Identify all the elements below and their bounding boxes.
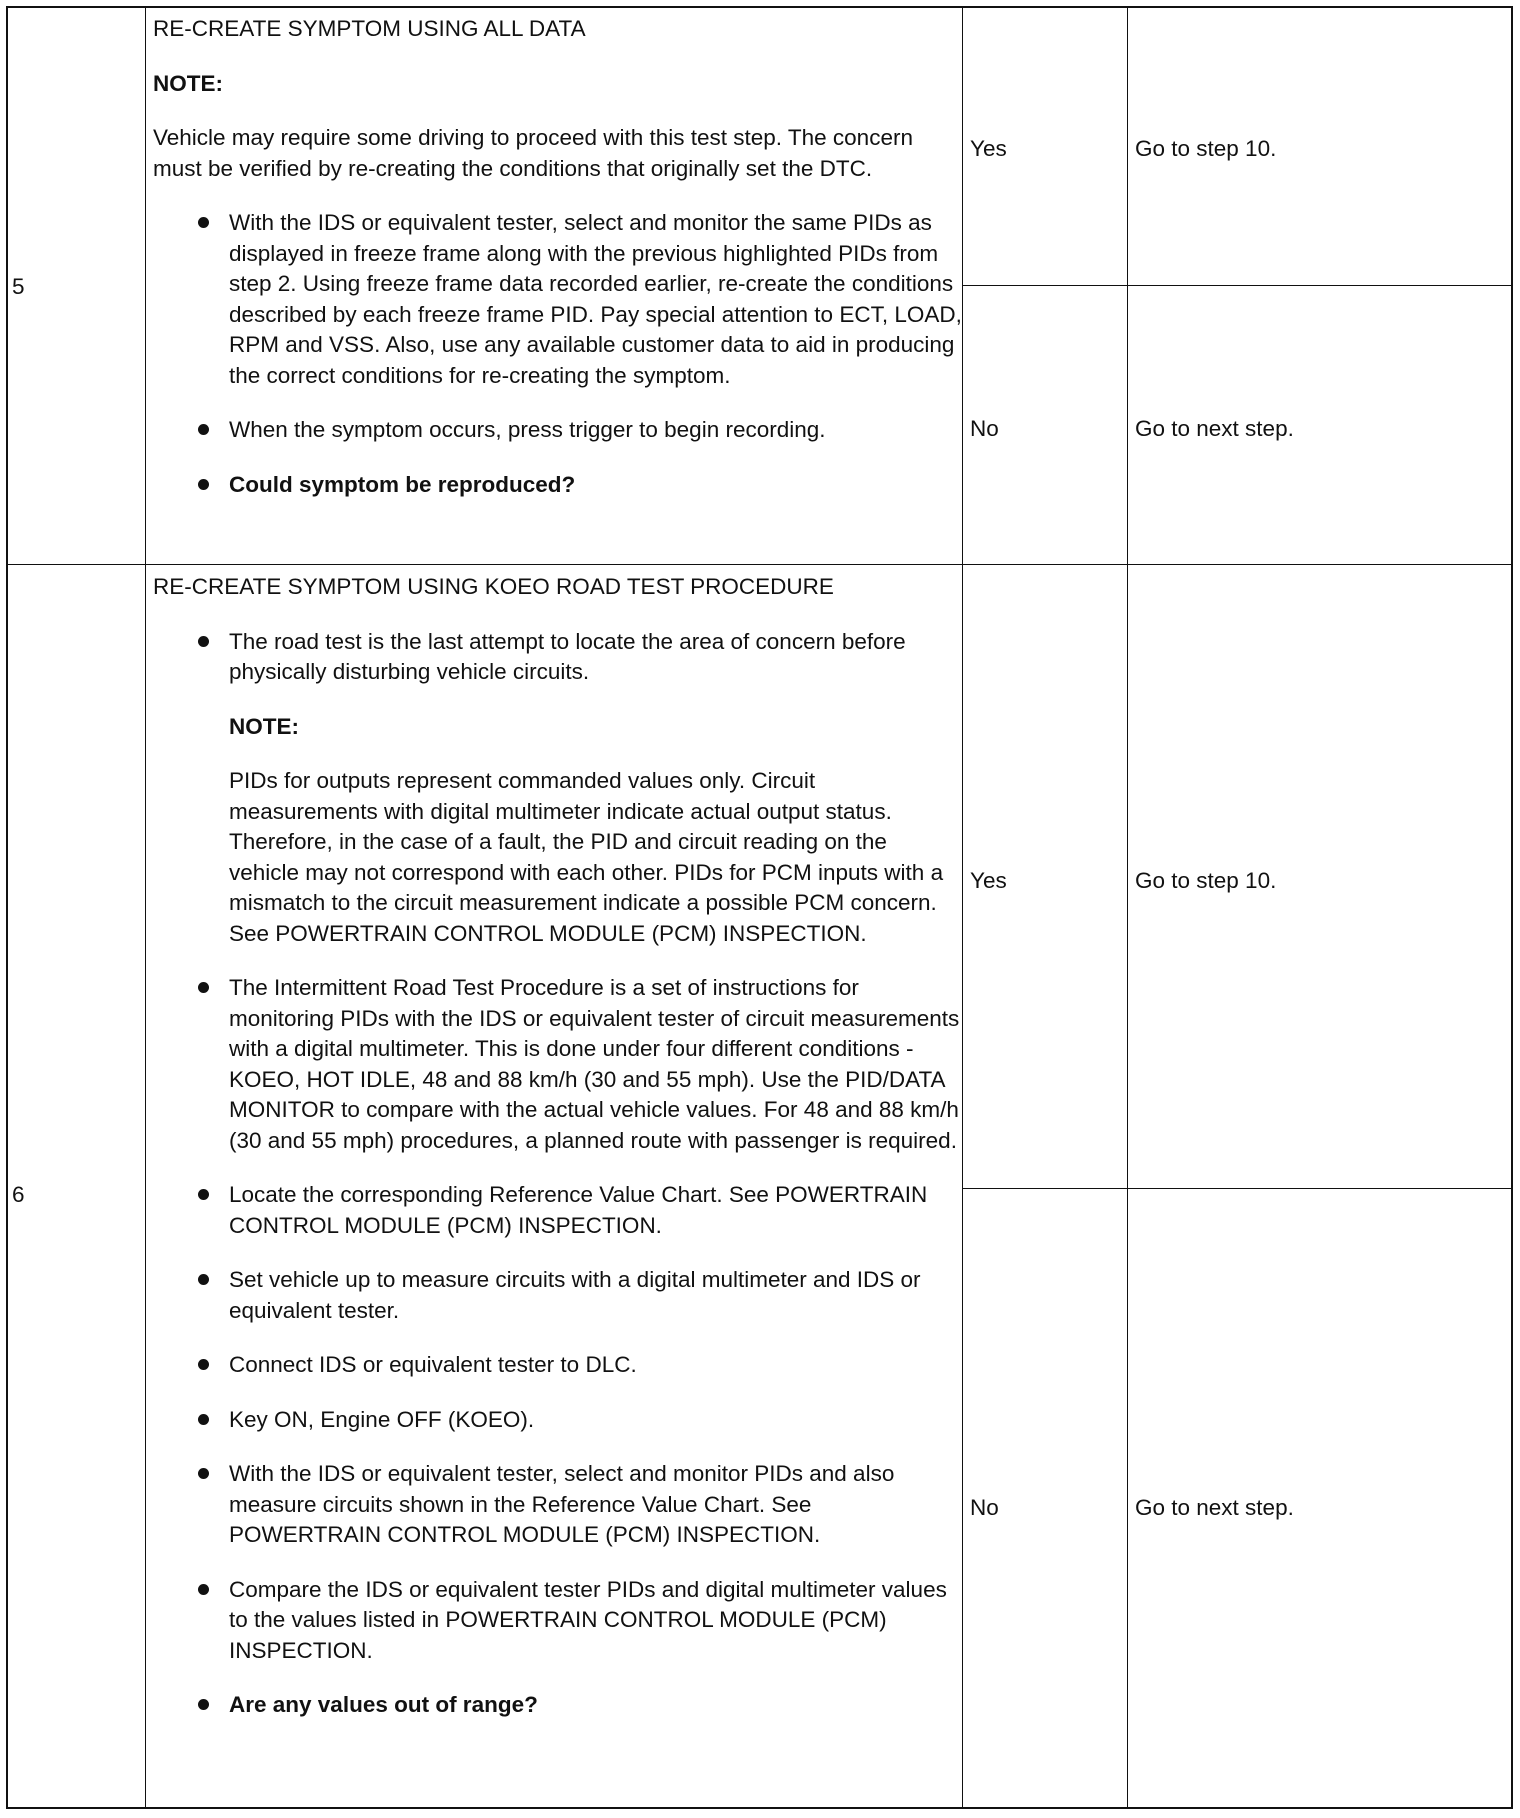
list-item: Set vehicle up to measure circuits with a digital multimeter and IDS or equivalent tester. <box>153 1265 963 1326</box>
note-text: Vehicle may require some driving to proceed with this test step. The concern must be verified by re-creating the conditions that originally set the DTC. <box>153 125 913 181</box>
bullet-icon <box>198 1274 209 1285</box>
bullet-icon <box>198 1414 209 1425</box>
column-divider <box>145 8 146 1807</box>
step-content <box>153 14 963 524</box>
answer-no: No <box>970 416 999 441</box>
action-no: Go to next step. <box>1135 1495 1294 1520</box>
list-item: With the IDS or equivalent tester, select and monitor the same PIDs as displayed in freeze frame along with the previous highlighted PIDs from step 2. Using freeze frame data recorded earlier, re-create the conditions described by each freeze frame PID. Pay special attention to ECT, LOAD, RPM and VSS. Also, use any available customer data to aid in producing the correct conditions for re-creating the symptom. <box>153 208 963 391</box>
list-item: The Intermittent Road Test Procedure is a set of instructions for monitoring PIDs with the IDS or equivalent tester of circuit measurements with a digital multimeter. This is done under four different conditions - KOEO, HOT IDLE, 48 and 88 km/h (30 and 55 mph). Use the PID/DATA MONITOR to compare with the actual vehicle values. For 48 and 88 km/h (30 and 55 mph) procedures, a planned route with passenger is required. <box>153 973 963 1156</box>
action-yes: Go to step 10. <box>1135 136 1277 161</box>
note-text: PIDs for outputs represent commanded values only. Circuit measurements with digital multimeter indicate actual output status. Therefore, in the case of a fault, the PID and circuit reading on the vehicle may not correspond with each other. PIDs for PCM inputs with a mismatch to the circuit measurement indicate a possible PCM concern. See POWERTRAIN CONTROL MODULE (PCM) INSPECTION. <box>229 768 944 946</box>
list-item: Compare the IDS or equivalent tester PIDs and digital multimeter values to the values listed in POWERTRAIN CONTROL MODULE (PCM) INSPECTION. <box>153 1575 963 1667</box>
list-item: Connect IDS or equivalent tester to DLC. <box>153 1350 963 1381</box>
step-number: 5 <box>12 274 25 299</box>
diagnostic-table <box>6 6 1513 1809</box>
list-item: With the IDS or equivalent tester, select and monitor PIDs and also measure circuits shown in the Reference Value Chart. See POWERTRAIN CONTROL MODULE (PCM) INSPECTION. <box>153 1459 963 1551</box>
step-title: RE-CREATE SYMPTOM USING KOEO ROAD TEST PROCEDURE <box>153 574 834 599</box>
list-item: Key ON, Engine OFF (KOEO). <box>153 1405 963 1436</box>
answer-no: No <box>970 1495 999 1520</box>
note-label: NOTE: <box>153 70 223 96</box>
bullet-icon <box>198 217 209 228</box>
bullet-icon <box>198 1468 209 1479</box>
instruction-list <box>153 208 963 500</box>
answer-yes: Yes <box>970 868 1007 893</box>
step-content <box>153 572 963 1745</box>
bullet-icon <box>198 982 209 993</box>
question-item: Are any values out of range? <box>153 1690 963 1721</box>
note-label: NOTE: <box>229 713 299 739</box>
answer-divider <box>962 1188 1511 1189</box>
row-divider <box>8 564 1511 565</box>
list-item: When the symptom occurs, press trigger to begin recording. <box>153 415 963 446</box>
bullet-icon <box>198 1189 209 1200</box>
bullet-icon <box>198 1584 209 1595</box>
step-title: RE-CREATE SYMPTOM USING ALL DATA <box>153 16 586 41</box>
list-item: Locate the corresponding Reference Value Chart. See POWERTRAIN CONTROL MODULE (PCM) INSPECTION. <box>153 1180 963 1241</box>
instruction-list <box>153 627 963 688</box>
action-yes: Go to step 10. <box>1135 868 1277 893</box>
bullet-icon <box>198 636 209 647</box>
step-number: 6 <box>12 1182 25 1207</box>
bullet-icon <box>198 479 209 490</box>
question-item: Could symptom be reproduced? <box>153 470 963 501</box>
list-item: The road test is the last attempt to locate the area of concern before physically disturbing vehicle circuits. <box>153 627 963 688</box>
answer-divider <box>962 285 1511 286</box>
bullet-icon <box>198 1359 209 1370</box>
action-no: Go to next step. <box>1135 416 1294 441</box>
instruction-list <box>153 973 963 1721</box>
answer-yes: Yes <box>970 136 1007 161</box>
bullet-icon <box>198 1699 209 1710</box>
column-divider <box>1127 8 1128 1807</box>
bullet-icon <box>198 424 209 435</box>
